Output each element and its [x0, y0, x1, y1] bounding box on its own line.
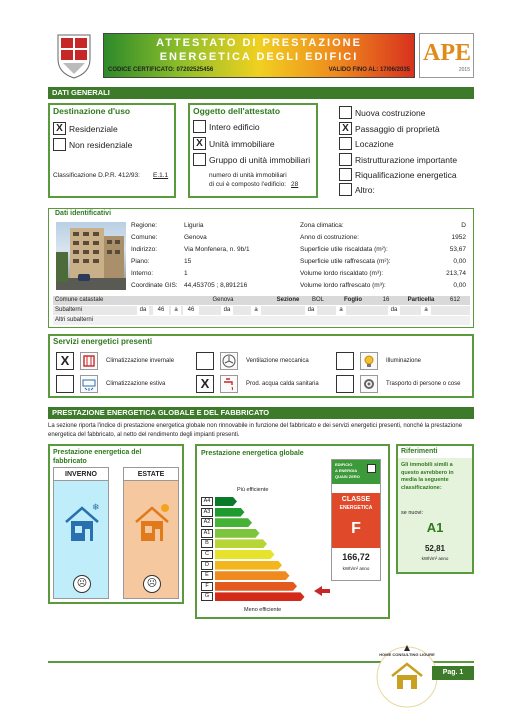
energy-class-label: G	[201, 592, 213, 601]
illuminazione-label: Illuminazione	[386, 358, 422, 364]
riferimenti-unit: kWh/m² anno	[421, 556, 449, 561]
header-title-2: ENERGETICA DEGLI EDIFICI	[159, 51, 359, 63]
nzeb-checkbox[interactable]	[367, 464, 376, 473]
ident-value: 1	[184, 270, 188, 277]
riqualificazione-label: Riqualificazione energetica	[355, 170, 457, 180]
comune-catastale-label: Comune catastale	[55, 297, 104, 303]
ident-value: Via Monfenera, n. 9b/1	[184, 246, 250, 253]
ident-right-value: 53,67	[449, 246, 466, 253]
classe-line2: ENERGETICA	[339, 505, 373, 511]
energy-class-bar	[215, 518, 252, 527]
subalterni-a: a	[251, 306, 261, 315]
fan-icon	[220, 352, 238, 370]
ident-value: 44,453705 ; 8,891216	[184, 282, 248, 289]
subalterni-da: da	[221, 306, 233, 315]
foglio-label: Foglio	[344, 297, 362, 303]
energy-class-bar	[215, 539, 267, 548]
energy-class-label: B	[201, 539, 213, 548]
tap-icon	[220, 375, 238, 393]
ident-right-label: Volume lordo riscaldato (m³):	[300, 270, 384, 277]
estate-face-icon: ☹	[143, 575, 161, 593]
dati-generali-bar: DATI GENERALI	[48, 87, 474, 99]
ident-right-label: Superficie utile riscaldata (m²):	[300, 246, 388, 253]
ac-icon	[80, 375, 98, 393]
ident-label: Regione:	[131, 222, 158, 229]
inverno-label: INVERNO	[54, 468, 108, 481]
unita-label: Unità immobiliare	[209, 139, 275, 149]
energy-class-label: A1	[201, 529, 213, 538]
riferimenti-text: Gli immobili simili a questo avrebbero in media la seguente classificazione:	[401, 462, 454, 491]
nzeb-line1: EDIFICIO	[335, 462, 353, 467]
ristrutturazione-label: Ristrutturazione importante	[355, 155, 458, 165]
energy-class-label: F	[201, 582, 213, 591]
altro-label: Altro:	[355, 185, 375, 195]
acqua-calda-checkbox[interactable]: X	[196, 375, 214, 393]
classe-line1: CLASSE	[341, 496, 371, 503]
energy-class-label: D	[201, 561, 213, 570]
classificazione-value: E.1.1	[153, 172, 169, 179]
class-pointer-tail	[321, 589, 330, 593]
ident-label: Interno:	[131, 270, 154, 277]
energy-class-label: A4	[201, 497, 213, 506]
altri-subalterni-row	[53, 316, 470, 325]
non-residenziale-label: Non residenziale	[69, 140, 133, 150]
radiator-icon	[80, 352, 98, 370]
altri-subalterni-label: Altri subalterni	[55, 317, 94, 323]
energy-class-bar	[215, 497, 237, 506]
estate-panel	[123, 467, 179, 599]
energy-class-bar	[215, 508, 245, 517]
ident-value: Liguria	[184, 222, 204, 229]
energy-class-label: E	[201, 571, 213, 580]
subalterni-a: a	[336, 306, 346, 315]
numero-line2: di cui è composto l'edificio:	[209, 181, 287, 188]
ident-right-label: Volume lordo raffrescato (m³):	[300, 282, 386, 289]
ident-right-value: 213,74	[446, 270, 466, 277]
energy-class-bar	[215, 592, 305, 601]
trasporto-checkbox[interactable]	[336, 375, 354, 393]
header-banner	[103, 33, 415, 78]
residenziale-label: Residenziale	[69, 124, 118, 134]
classificazione-label: Classificazione D.P.R. 412/93:	[53, 172, 140, 179]
energy-class-bar	[215, 550, 275, 559]
gruppo-label: Gruppo di unità immobiliari	[209, 155, 311, 165]
ristrutturazione-checkbox[interactable]	[339, 153, 352, 166]
energy-class-label: A3	[201, 508, 213, 517]
servizi-title: Servizi energetici presenti	[53, 337, 153, 346]
clima-est-label: Climatizzazione estiva	[106, 381, 166, 387]
ident-right-label: Anno di costruzione:	[300, 234, 359, 241]
numero-line1: numero di unità immobiliari	[209, 172, 287, 179]
ident-label: Indirizzo:	[131, 246, 158, 253]
nzeb-line3: QUASI ZERO	[335, 474, 360, 479]
sezione-value: BOL	[311, 297, 324, 303]
subalterni-value: 46	[153, 306, 169, 315]
ident-right-label: Superficie utile raffrescata (m²):	[300, 258, 391, 265]
trasporto-label: Trasporto di persone o cose	[386, 381, 461, 387]
locazione-label: Locazione	[355, 139, 394, 149]
ident-right-value: D	[461, 222, 466, 229]
oggetto-box	[188, 103, 318, 198]
ape-logo-sub: 2015	[458, 67, 470, 73]
particella-value: 612	[449, 297, 460, 303]
sezione-label: Sezione	[276, 297, 300, 303]
ape-logo	[419, 33, 474, 78]
ident-right-value: 0,00	[453, 258, 466, 265]
seal-text: HOME CONSULTING LIGURE	[379, 652, 435, 657]
energy-class-label: A2	[201, 518, 213, 527]
subalterni-da: da	[388, 306, 400, 315]
subalterni-label: Subalterni	[55, 307, 83, 313]
ident-value: Genova	[184, 234, 207, 241]
header-title-1: ATTESTATO DI PRESTAZIONE	[156, 37, 362, 49]
cert-code: CODICE CERTIFICATO: 07202525456	[108, 67, 214, 73]
prestazione-bar: PRESTAZIONE ENERGETICA GLOBALE E DEL FABBRICATO	[48, 407, 474, 419]
nzeb-line2: A ENERGIA	[335, 468, 358, 473]
nuova-checkbox[interactable]	[339, 106, 352, 119]
ventilazione-checkbox[interactable]	[196, 352, 214, 370]
ident-right-value: 1952	[451, 234, 466, 241]
se-nuovi-label: se nuovi:	[401, 510, 424, 516]
oggetto-title: Oggetto dell'attestato	[193, 106, 281, 116]
ident-label: Comune:	[131, 234, 158, 241]
subalterni-row	[53, 306, 470, 315]
destinazione-title: Destinazione d'uso	[53, 106, 131, 116]
subalterni-da: da	[137, 306, 149, 315]
passaggio-label: Passaggio di proprietà	[355, 124, 440, 134]
riferimenti-panel	[398, 458, 472, 572]
inverno-face-icon: ☹	[73, 575, 91, 593]
clima-est-checkbox[interactable]	[56, 375, 74, 393]
gruppo-checkbox[interactable]	[193, 153, 206, 166]
numero-value: 28	[291, 181, 299, 188]
inverno-panel	[53, 467, 109, 599]
residenziale-checkbox[interactable]: X	[53, 122, 66, 135]
gear-icon	[360, 375, 378, 393]
ident-label: Piano:	[131, 258, 150, 265]
intero-checkbox[interactable]	[193, 120, 206, 133]
altro-checkbox[interactable]	[339, 183, 352, 196]
ep-unit: kWh/m² anno	[342, 566, 370, 571]
valid-until: VALIDO FINO AL: 17/06/2035	[328, 67, 410, 73]
dati-identificativi-title: Dati identificativi	[55, 210, 112, 217]
clima-inv-label: Climatizzazione invernale	[106, 358, 175, 364]
classe-column	[331, 459, 381, 581]
ident-right-value: 0,00	[453, 282, 466, 289]
bulb-icon	[360, 352, 378, 370]
non-residenziale-checkbox[interactable]	[53, 138, 66, 151]
energy-class-label: C	[201, 550, 213, 559]
ident-label: Coordinate GIS:	[131, 282, 178, 289]
acqua-calda-label: Prod. acqua calda sanitaria	[246, 381, 319, 387]
ep-value: 166,72	[342, 552, 370, 562]
energy-class-bar	[215, 571, 290, 580]
building-photo	[56, 222, 126, 290]
ident-right-label: Zona climatica:	[300, 222, 344, 229]
classe-value: F	[351, 520, 361, 537]
energy-class-bar	[215, 582, 297, 591]
subalterni-a: a	[171, 306, 181, 315]
foglio-value: 16	[382, 297, 390, 303]
locazione-checkbox[interactable]	[339, 137, 352, 150]
region-logo	[55, 33, 93, 79]
particella-label: Particella	[407, 297, 435, 303]
riferimenti-class: A1	[426, 520, 444, 535]
riferimenti-value: 52,81	[424, 544, 446, 553]
ventilazione-label: Ventilazione meccanica	[246, 358, 309, 364]
riqualificazione-checkbox[interactable]	[339, 168, 352, 181]
energy-class-bar	[215, 561, 282, 570]
comune-catastale-value: Genova	[212, 297, 234, 303]
illuminazione-checkbox[interactable]	[336, 352, 354, 370]
ident-value: 15	[184, 258, 192, 265]
subalterni-da: da	[305, 306, 317, 315]
estate-house-icon	[132, 502, 172, 544]
servizi-box	[48, 334, 474, 398]
unita-checkbox[interactable]: X	[193, 137, 206, 150]
ape-logo-text: APE	[423, 40, 471, 66]
svg-text:❄: ❄	[92, 503, 100, 513]
energy-class-bar	[215, 529, 260, 538]
destinazione-box	[48, 103, 176, 198]
prestazione-intro: La sezione riporta l'indice di prestazione energetica globale non rinnovabile in funzione del fabbricato e dei servizi energetici presenti, nonché la prestazione energetica del fabbricato, al netto del rendimento degli impianti presenti.	[48, 423, 463, 438]
nuova-label: Nuova costruzione	[355, 108, 426, 118]
piu-efficiente-label: Più efficiente	[237, 487, 269, 493]
clima-inv-checkbox[interactable]: X	[56, 352, 74, 370]
estate-label: ESTATE	[124, 468, 178, 481]
subalterni-a: a	[421, 306, 431, 315]
passaggio-checkbox[interactable]: X	[339, 122, 352, 135]
catasto-row	[53, 296, 470, 305]
meno-efficiente-label: Meno efficiente	[244, 607, 282, 613]
riferimenti-title: Riferimenti	[401, 448, 438, 455]
globale-title: Prestazione energetica globale	[201, 450, 304, 457]
page-number: Pag. 1	[432, 666, 474, 680]
intero-label: Intero edificio	[209, 122, 260, 132]
inverno-house-icon	[62, 502, 102, 544]
fabbricato-title: Prestazione energetica del fabbricato	[53, 449, 142, 465]
subalterni-value: 46	[183, 306, 199, 315]
